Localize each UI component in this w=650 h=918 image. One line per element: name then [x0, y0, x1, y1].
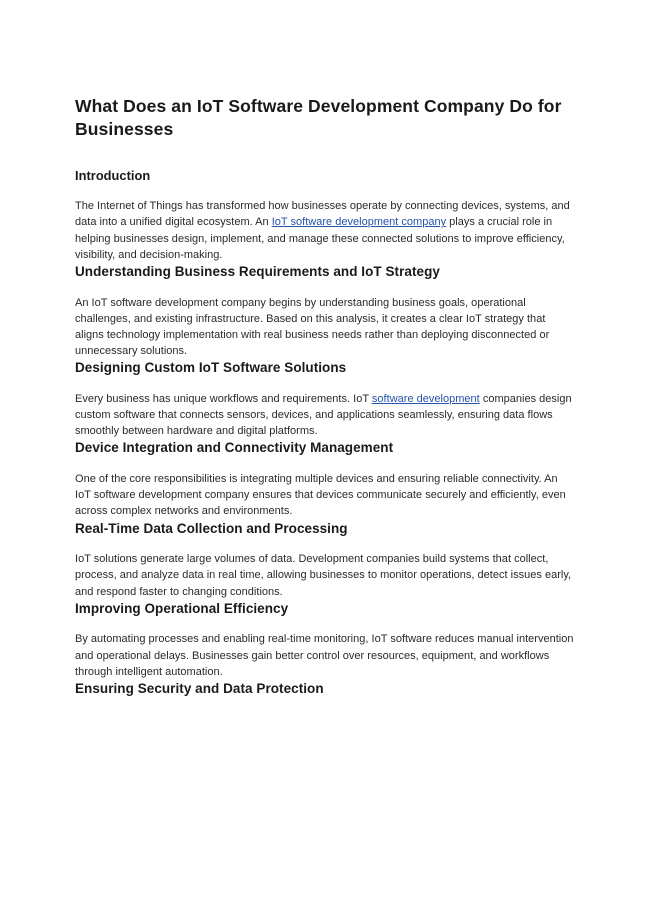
link-software-development[interactable]: software development: [371, 392, 480, 405]
section-heading-device-integration: Device Integration and Connectivity Management: [75, 440, 394, 456]
section-heading-introduction: Introduction: [75, 167, 151, 183]
section-heading-ensuring-security: Ensuring Security and Data Protection: [75, 680, 324, 696]
section-introduction: [75, 168, 575, 263]
section-paragraph-real-time-data-collection: IoT solutions generate large volumes of data. Development companies build systems that collect, process, and analyze data in real time, allowing businesses to monitor operations, detect issues early, and respond faster to changing conditions.: [75, 553, 572, 598]
page-title: What Does an IoT Software Development Company Do for Businesses: [75, 96, 562, 140]
section-improving-operational-efficiency: [75, 600, 575, 680]
link-iot-software-development-company[interactable]: IoT software development company: [271, 216, 447, 229]
section-paragraph-understanding-business-requirements: An IoT software development company begins by understanding business goals, operational challenges, and existing infrastructure. Based on this analysis, it creates a clear IoT strategy that aligns technology implementation with real business needs rather than deploying disconnected or unnecessary solutions.: [75, 296, 550, 358]
section-heading-designing-custom-iot-software: Designing Custom IoT Software Solutions: [75, 360, 347, 376]
section-heading-real-time-data-collection: Real-Time Data Collection and Processing: [75, 520, 348, 536]
section-understanding-business-requirements: [75, 263, 575, 359]
section-ensuring-security: [75, 680, 575, 698]
section-paragraph-improving-operational-efficiency: By automating processes and enabling real-time monitoring, IoT software reduces manual intervention and operational delays. Businesses gain better control over resources, equipment, and workflows through intelligent automation.: [75, 633, 574, 678]
section-designing-custom-iot-software: [75, 359, 575, 439]
section-heading-understanding-business-requirements: Understanding Business Requirements and IoT Strategy: [75, 263, 440, 279]
section-real-time-data-collection: [75, 520, 575, 600]
paragraph-text-after-link: plays a crucial role in helping businesses design, implement, and manage these connected solutions to improve efficiency, visibility, and decision-making.: [75, 216, 565, 261]
paragraph-text-before-link: Every business has unique workflows and requirements. IoT: [75, 392, 372, 405]
section-paragraph-designing-custom-iot-software: [75, 391, 575, 440]
section-paragraph-introduction: [75, 198, 575, 263]
paragraph-text-after-link: companies design custom software that connects sensors, devices, and applications seamlessly, ensuring data flows smoothly between hardware and digital platforms.: [75, 392, 572, 438]
section-device-integration: [75, 439, 575, 519]
paragraph-text-before-link: The Internet of Things has transformed how businesses operate by connecting devices, systems, and data into a unified digital ecosystem. An: [75, 200, 570, 229]
section-paragraph-device-integration: One of the core responsibilities is integrating multiple devices and ensuring reliable connectivity. An IoT software development company ensures that devices communicate securely and efficiently, even across complex networks and environments.: [75, 473, 566, 518]
section-heading-improving-operational-efficiency: Improving Operational Efficiency: [75, 600, 289, 616]
